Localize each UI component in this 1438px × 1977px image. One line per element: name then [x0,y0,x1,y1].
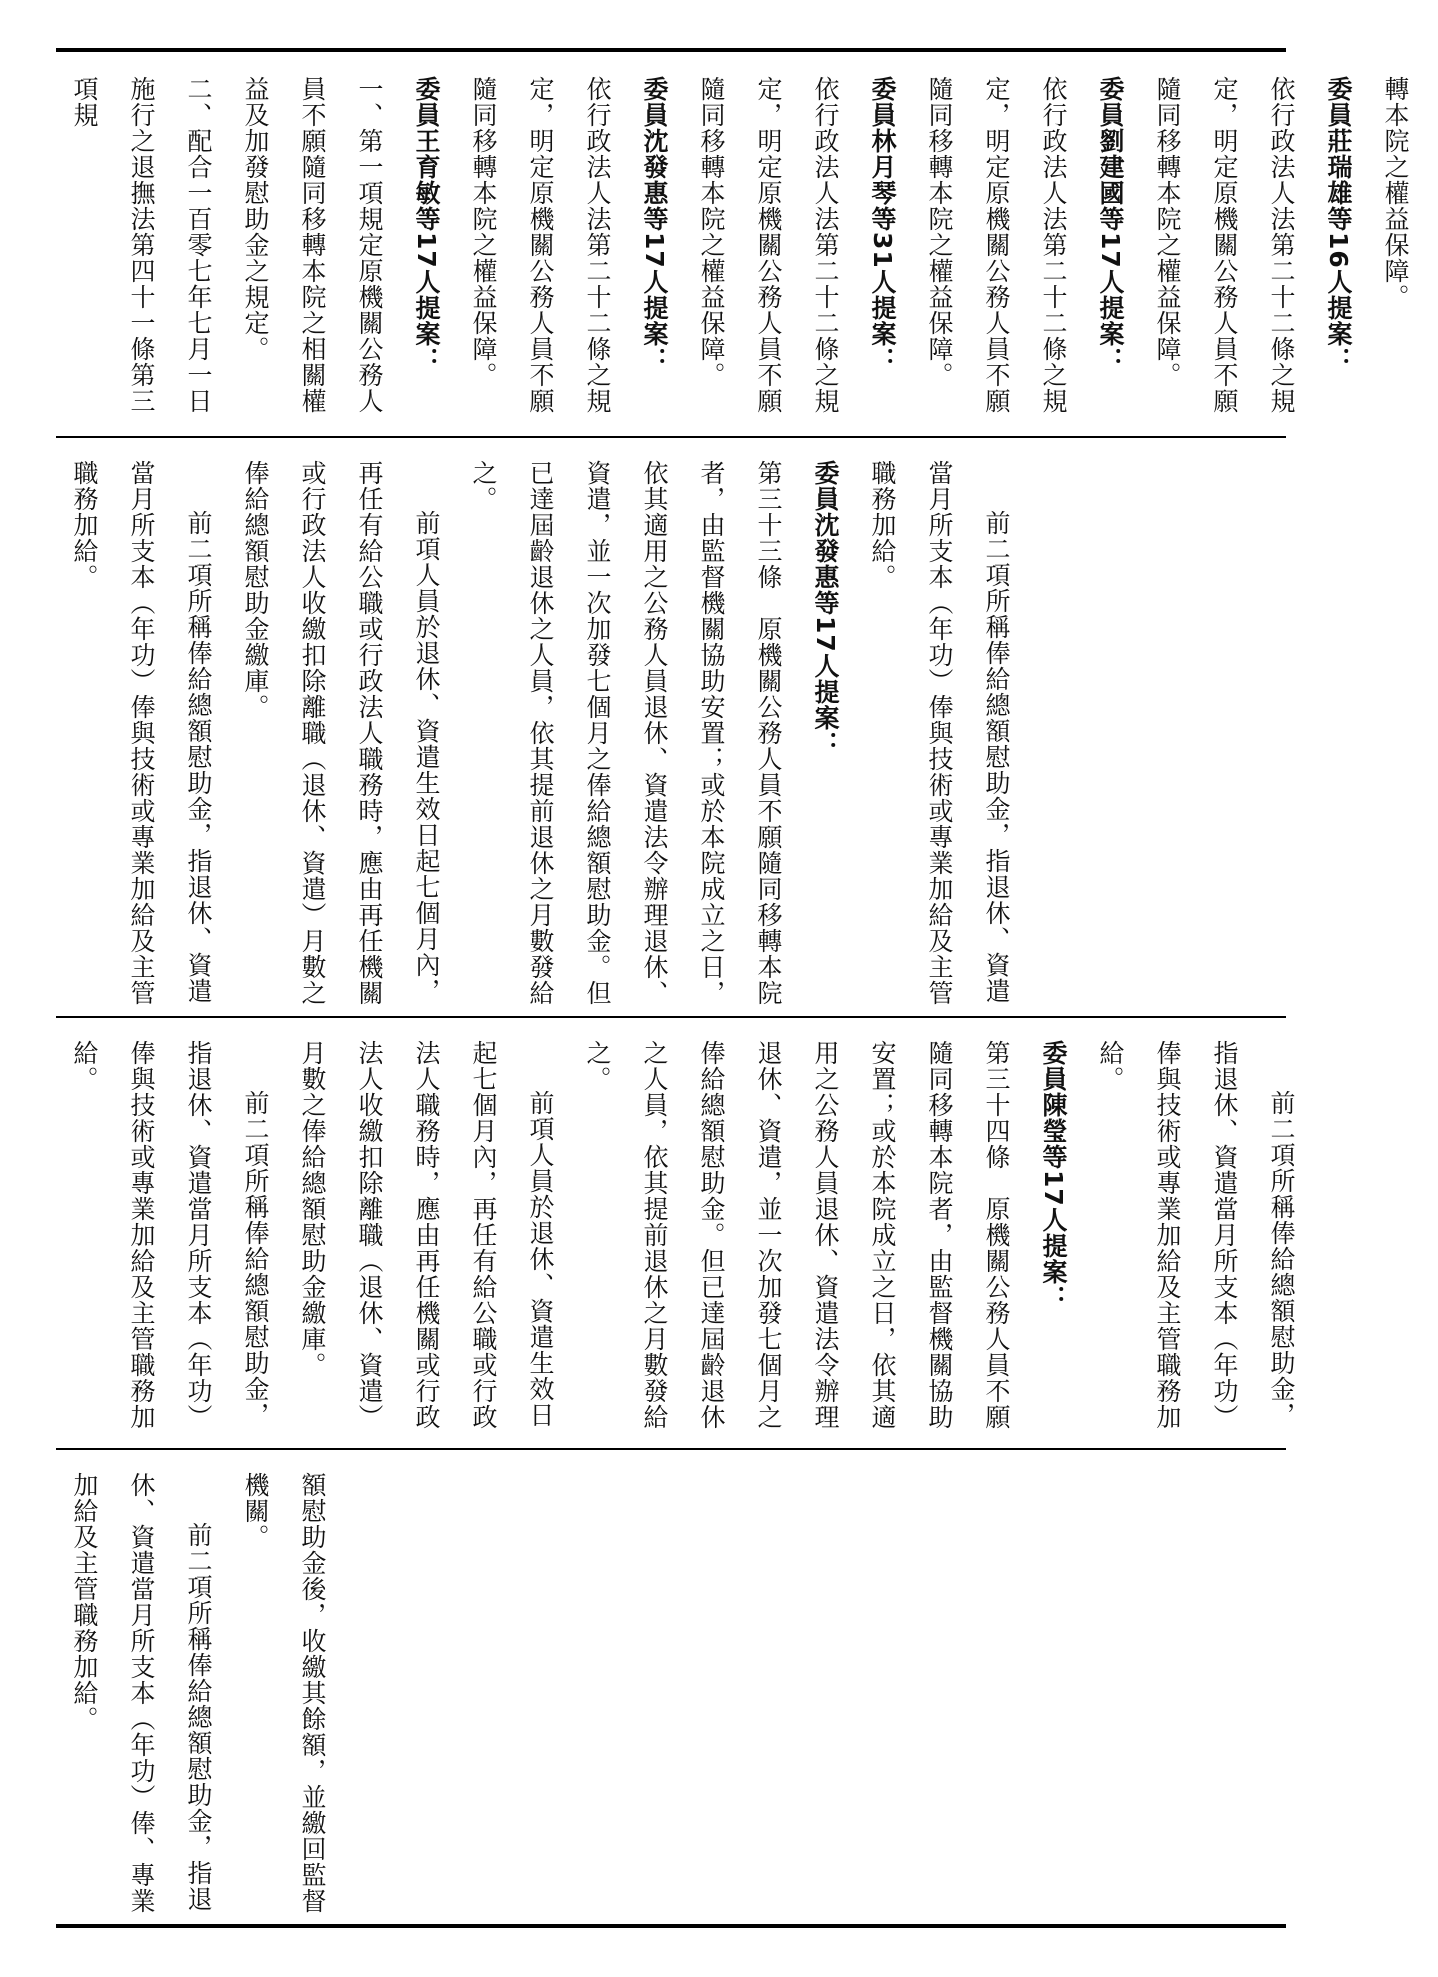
top-rule [56,48,1286,52]
proposal-heading: 委員沈發惠等17人提案： [640,76,669,373]
proposal-paragraph: 依行政法人法第二十二條之規定，明定原機關公務人員不願隨同移轉本院之權益保障。 [1153,76,1296,414]
bottom-rule [56,1924,1286,1928]
panel-divider [56,436,1286,438]
proposal-paragraph: 前二項所稱俸給總額慰助金，指退休、資遣當月所支本（年功）俸與技術或專業加給及主管職務加給。 [70,460,213,1006]
proposal-heading: 委員莊瑞雄等16人提案： [1324,76,1353,373]
text-panel-4 [56,1456,1286,1916]
proposal-heading: 委員陳瑩等17人提案： [1039,1040,1068,1311]
proposal-heading: 委員林月琴等31人提案： [868,76,897,373]
text-panel-2 [56,444,1286,1010]
proposal-paragraph: 依行政法人法第二十二條之規定，明定原機關公務人員不願隨同移轉本院之權益保障。 [469,76,612,414]
proposal-paragraph: 依行政法人法第二十二條之規定，明定原機關公務人員不願隨同移轉本院之權益保障。 [925,76,1068,414]
text-panel-1 [56,60,1410,430]
proposal-paragraph: 前二項所稱俸給總額慰助金，指退休、資遣當月所支本（年功）俸、專業加給及主管職務加給。 [70,1472,213,1914]
proposal-heading: 委員王育敏等17人提案： [412,76,441,373]
proposal-paragraph: 依行政法人法第二十二條之規定，明定原機關公務人員不願隨同移轉本院之權益保障。 [697,76,840,414]
proposal-paragraph: 前項人員於退休、資遣生效日起七個月內，再任有給公職或行政法人職務時，應由再任機關或行政法人收繳扣除離職（退休、資遣）月數之俸給總額慰助金繳庫。 [298,1040,555,1430]
proposal-paragraph: 轉本院之權益保障。 [1381,76,1410,310]
proposal-paragraph: 前二項所稱俸給總額慰助金，指退休、資遣當月所支本（年功）俸與技術或專業加給及主管職務加給。 [868,460,1011,1006]
text-panel-3 [56,1024,1296,1442]
proposal-paragraph: 前二項所稱俸給總額慰助金，指退休、資遣當月所支本（年功）俸與技術或專業加給及主管職務加給。 [70,1040,270,1430]
proposal-paragraph: 第三十三條 原機關公務人員不願隨同移轉本院者，由監督機關協助安置；或於本院成立之日，依其適用之公務人員退休、資遣法令辦理退休、資遣，並一次加發七個月之俸給總額慰助金。但已達屆齡退休之人員，依其提前退休之月數發給之。 [469,460,783,1006]
proposal-paragraph: 前項人員於退休、資遣生效日起七個月內，再任有給公職或行政法人職務時，應由再任機關或行政法人收繳扣除離職（退休、資遣）月數之俸給總額慰助金繳庫。 [241,460,441,1006]
proposal-paragraph: 第三十四條 原機關公務人員不願隨同移轉本院者，由監督機關協助安置；或於本院成立之日，依其適用之公務人員退休、資遣法令辦理退休、資遣，並一次加發七個月之俸給總額慰助金。但已達屆齡退休之人員，依其提前退休之月數發給之。 [583,1040,1011,1430]
proposal-paragraph: 前二項所稱俸給總額慰助金，指退休、資遣當月所支本（年功）俸與技術或專業加給及主管職務加給。 [1096,1040,1296,1430]
proposal-heading: 委員沈發惠等17人提案： [811,460,840,757]
proposal-paragraph: 額慰助金後，收繳其餘額，並繳回監督機關。 [241,1472,327,1914]
proposal-heading: 委員劉建國等17人提案： [1096,76,1125,373]
panel-divider [56,1016,1286,1018]
proposal-paragraph: 一、第一項規定原機關公務人員不願隨同移轉本院之相關權益及加發慰助金之規定。 [241,76,384,414]
panel-divider [56,1448,1286,1450]
proposal-paragraph: 二、配合一百零七年七月一日施行之退撫法第四十一條第三項規 [70,76,213,414]
